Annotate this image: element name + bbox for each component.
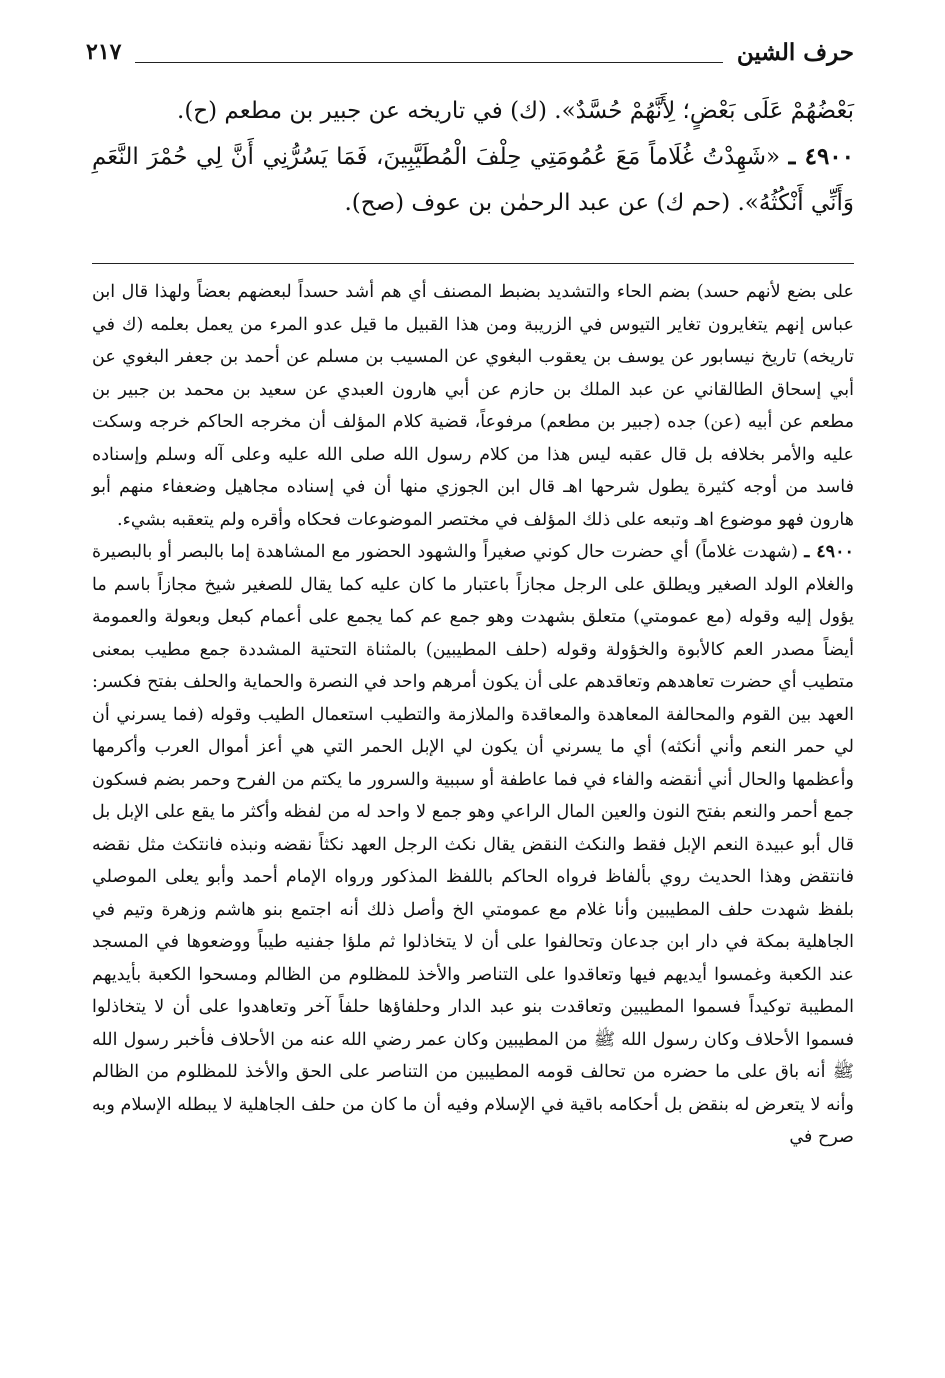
commentary-paragraph: على بضع لأنهم حسد) بضم الحاء والتشديد بضبط المصنف أي هم أشد حسداً لبعضهم بعضاً ولهذا قال ابن عباس إنهم يتغايرون تغاير التيوس في الزريبة ومن هذا القبيل ما قيل عدو المرء من يعمل بعلمه (ك في تاريخه) تاريخ نيسابور عن يوسف بن يعقوب البغوي عن المسيب بن مسلم عن أحمد بن جعفر البغوي عن أبي إسحاق الطالقاني عن عبد الملك بن حازم عن أبي هارون العبدي عن سعيد بن محمد بن جبير بن مطعم عن أبيه (عن) جده (جبير بن مطعم) مرفوعاً، قضية كلام المؤلف أن مخرجه الحاكم خرجه وسكت عليه والأمر بخلافه بل قال عقبه ليس هذا من كلام رسول الله صلى الله عليه وعلى آله وسلم وإسناده فاسد من أوجه كثيرة يطول شرحها اهـ قال ابن الجوزي منها أن في إسناده مجاهيل وضعفاء منهم أبو هارون فهو موضوع اهـ وتبعه على ذلك المؤلف في مختصر الموضوعات فحكاه وأقره ولم يتعقبه بشيء. — [92, 282, 854, 530]
page-header — [86, 30, 854, 74]
commentary-entry-number: ٤٩٠٠ ـ — [804, 541, 854, 562]
commentary-paragraph — [92, 536, 854, 1154]
hadith-continuation: بَعْضُهُمْ عَلَى بَعْضٍ؛ لِأَنَّهُمْ حُسَّدٌ». (ك) في تاريخه عن جبير بن مطعم (ح). — [177, 98, 854, 124]
hadith-number: ٤٩٠٠ ـ — [788, 143, 855, 170]
page-number: ٢١٧ — [86, 39, 122, 65]
hadith-entry — [92, 134, 854, 226]
header-rule — [135, 62, 722, 63]
hadith-entry-text: «شَهِدْتُ غُلَاماً مَعَ عُمُومَتِي حِلْفَ الْمُطَيَّبِينَ، فَمَا يَسُرُّنِي أَنَّ لِي حُمْرَ النَّعَمِ وَأَنِّي أَنْكُثُهُ». (حم ك) عن عبد الرحمٰن بن عوف (صح). — [92, 144, 854, 216]
commentary-block — [92, 276, 854, 1154]
hadith-text-block — [92, 88, 854, 226]
chapter-title: حرف الشين — [736, 38, 854, 66]
section-divider — [92, 263, 854, 264]
commentary-entry-text: (شهدت غلاماً) أي حضرت حال كوني صغيراً والشهود الحضور مع المشاهدة إما بالبصر أو بالبصيرة والغلام الولد الصغير ويطلق على الرجل مجازاً باعتبار ما كان عليه كما يقال للصغير شيخ مجازاً باسم ما يؤول إليه وقوله (مع عمومتي) متعلق بشهدت وهو جمع عم كما يجمع على أعمام كبعل وبعولة والعمومة أيضاً مصدر العم كالأبوة والخؤولة وقوله (حلف المطيبين) بالمثناة التحتية المشددة جمع مطيب بمعنى متطيب أي حضرت تعاهدهم وتعاقدهم على أن يكون أمرهم واحد في النصرة والحماية والحلف بفتح فكسر: العهد بين القوم والمحالفة المعاهدة والمعاقدة والملازمة والتطيب استعمال الطيب وقوله (فما يسرني أن لي حمر النعم وأني أنكثه) أي ما يسرني أن يكون لي الإبل الحمر التي هي أعز أموال العرب وأكرمها وأعظمها والحال أني أنقضه والفاء في فما عاطفة أو سببية والسرور ما يكتم من الفرح وحمر بضم فسكون جمع أحمر والنعم بفتح النون والعين المال الراعي وهو جمع لا واحد له من لفظه وأكثر ما يقع على الإبل بل قال أبو عبيدة النعم الإبل فقط والنكث النقض يقال نكث الرجل العهد نكثاً نقضه ونبذه فانتكث مثل نقضه فانتقض وهذا الحديث روي بألفاظ فرواه الحاكم باللفظ المذكور ورواه الإمام أحمد وأبو يعلى الموصلي بلفظ شهدت حلف المطيبين وأنا غلام مع عمومتي الخ وأصل ذلك أنه اجتمع بنو هاشم وزهرة وتيم في الجاهلية بمكة في دار ابن جدعان وتحالفوا على أن لا يتخاذلوا ثم ملؤا جفنيه طيباً ووضعوها في المسجد عند الكعبة وغمسوا أيديهم فيها وتعاقدوا على التناصر والأخذ للمظلوم من الظالم ومسحوا الكعبة بأيديهم المطيبة توكيداً فسموا المطيبين وتعاقدت بنو عبد الدار وحلفاؤها حلفاً آخر وتعاهدوا على أن لا يتخاذلوا فسموا الأحلاف وكان رسول الله ﷺ من المطيبين وكان عمر رضي الله عنه من الأحلاف فأخبر رسول الله ﷺ أنه باق على ما حضره من تحالف قومه المطيبين من التناصر على الحق والأخذ للمظلوم من الظالم وأنه لا يتعرض له بنقض بل أحكامه باقية في الإسلام وفيه أن ما كان من حلف الجاهلية لا يبطله الإسلام وبه صرح في — [92, 542, 854, 1147]
